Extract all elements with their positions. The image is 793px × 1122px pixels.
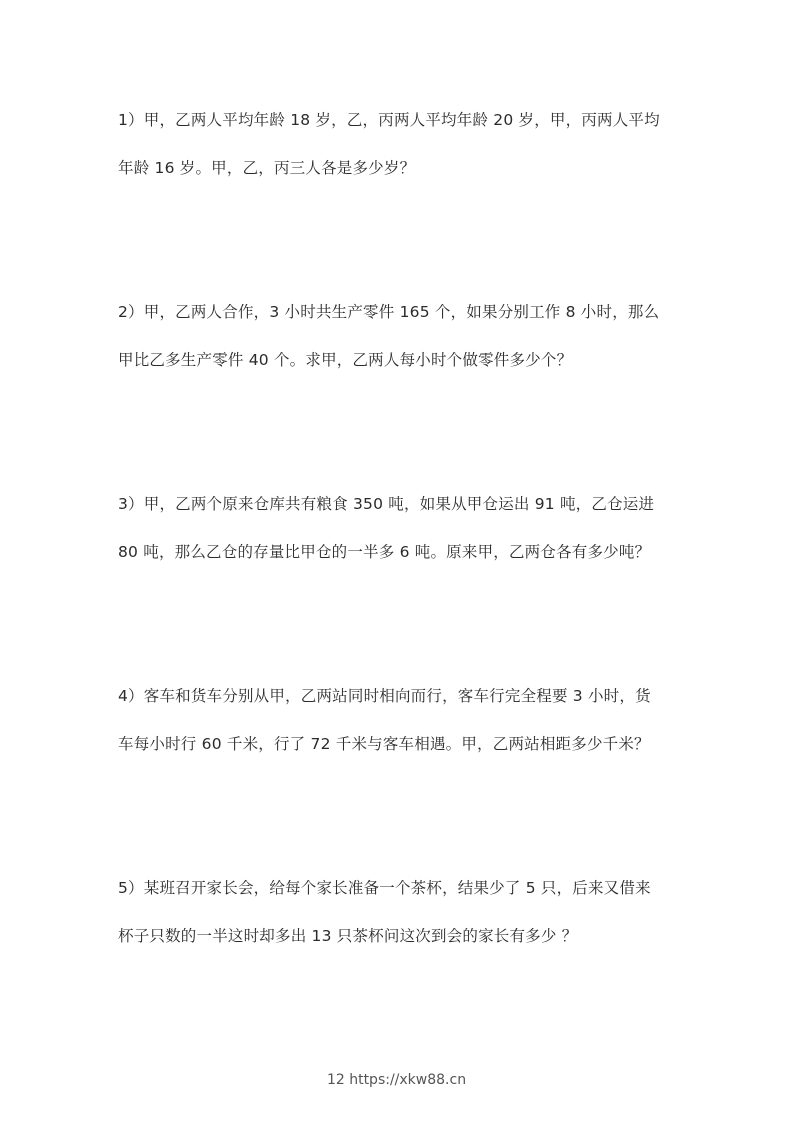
problem-5-line-2: 杯子只数的一半这时却多出 13 只茶杯问这次到会的家长有多少 ？	[118, 927, 578, 945]
problem-1-line-2: 年龄 16 岁。甲，乙，丙三人各是多少岁？	[118, 159, 416, 177]
problem-2	[118, 302, 678, 370]
problem-5-line-1: 5）某班召开家长会，给每个家长准备一个茶杯，结果少了 5 只，后来又借来	[118, 879, 651, 897]
problem-3-line-2: 80 吨，那么乙仓的存量比甲仓的一半多 6 吨。原来甲，乙两仓各有多少吨？	[118, 543, 651, 561]
problem-2-line-2: 甲比乙多生产零件 40 个。求甲，乙两人每小时个做零件多少个？	[118, 351, 573, 369]
problem-3-line-1: 3）甲，乙两个原来仓库共有粮食 350 吨，如果从甲仓运出 91 吨，乙仓运进	[118, 495, 655, 513]
problem-3	[118, 494, 678, 562]
problem-4	[118, 686, 678, 754]
problem-4-line-1: 4）客车和货车分别从甲，乙两站同时相向而行，客车行完全程要 3 小时，货	[118, 687, 651, 705]
page-footer: 12 https://xkw88.cn	[326, 1072, 467, 1088]
problem-1-line-1: 1）甲，乙两人平均年龄 18 岁，乙，丙两人平均年龄 20 岁，甲，丙两人平均	[118, 111, 660, 129]
problem-4-line-2: 车每小时行 60 千米，行了 72 千米与客车相遇。甲，乙两站相距多少千米？	[118, 735, 650, 753]
problem-5	[118, 878, 678, 946]
problem-1	[118, 110, 678, 178]
problem-2-line-1: 2）甲，乙两人合作，3 小时共生产零件 165 个，如果分别工作 8 小时，那么	[118, 303, 660, 321]
